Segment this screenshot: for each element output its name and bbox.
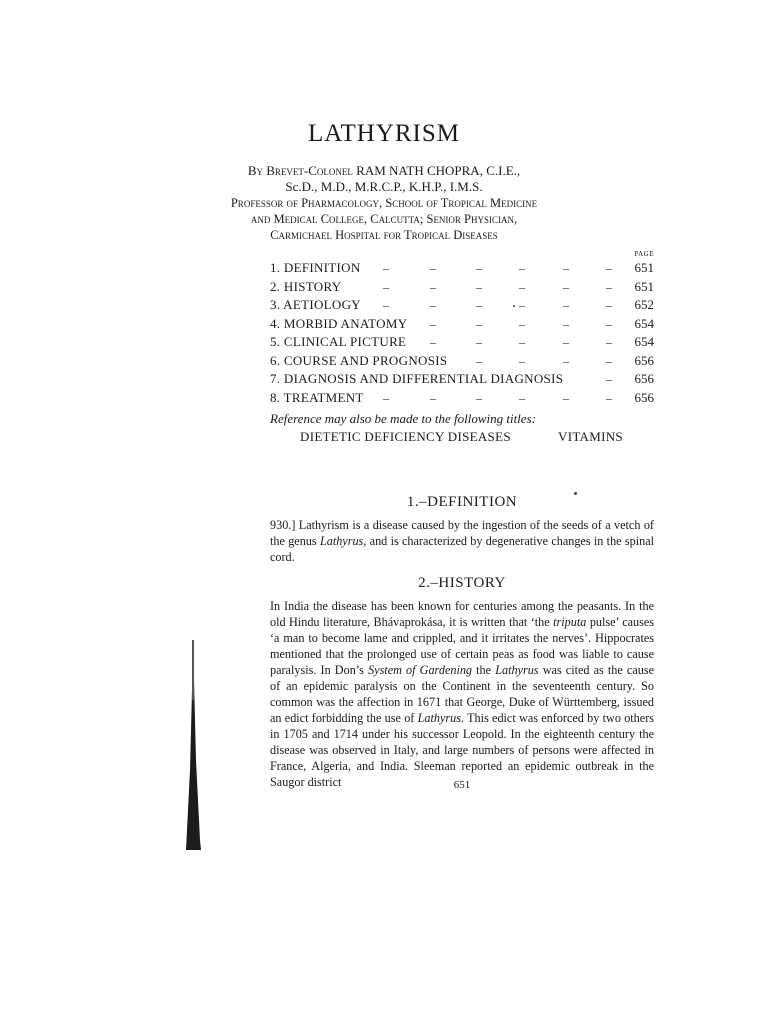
affiliation-line-3: Carmichael Hospital for Tropical Diseases — [270, 228, 498, 242]
scan-speck — [513, 305, 515, 307]
toc-leader-dash: – — [430, 261, 436, 275]
toc-leader-dash: – — [606, 279, 612, 294]
toc-leader-dash: – — [606, 372, 612, 386]
toc-leader-dash: – — [430, 316, 436, 331]
toc-leader-dash: – — [606, 261, 612, 275]
author-degrees: Sc.D., M.D., M.R.C.P., K.H.P., I.M.S. — [285, 179, 483, 194]
reference-title-1: DIETETIC DEFICIENCY DISEASES — [300, 429, 511, 444]
toc-entry — [270, 278, 654, 297]
toc-entry-page: 652 — [634, 297, 654, 312]
author-name: RAM NATH CHOPRA, C.I.E., — [356, 163, 521, 178]
toc-entry — [270, 296, 654, 315]
toc-leader-dash: – — [519, 316, 525, 331]
toc-leader-dash: – — [476, 261, 482, 275]
toc-leader-dash: – — [519, 335, 525, 349]
reference-intro: Reference may also be made to the following titles: — [270, 411, 536, 426]
toc-leader-dash: – — [476, 335, 482, 349]
section-heading-definition: 1.–DEFINITION — [406, 494, 518, 510]
toc-leader-dash: – — [606, 390, 612, 405]
toc-entry-label: 3. AETIOLOGY — [270, 297, 361, 312]
toc-leader-dash: – — [476, 279, 482, 294]
author-affiliation — [0, 195, 768, 243]
toc-leader-dash: – — [563, 279, 569, 294]
toc-leader-dash: – — [519, 390, 525, 405]
toc-leader-dash: – — [606, 298, 612, 312]
toc-leader-dash: – — [430, 390, 436, 405]
affiliation-line-1: Professor of Pharmacology, School of Tropical Medicine — [230, 196, 538, 210]
table-of-contents — [270, 250, 654, 407]
toc-leader-dash: – — [519, 279, 525, 294]
toc-entry-page: 651 — [634, 260, 654, 275]
article-title: LATHYRISM — [307, 120, 461, 147]
toc-entry-label: 8. TREATMENT — [270, 389, 364, 405]
section-text-definition — [270, 517, 654, 565]
toc-leader-dash: – — [563, 335, 569, 349]
toc-leader-dash: – — [476, 316, 482, 331]
toc-entry-page: 656 — [634, 352, 654, 368]
toc-entry-label: 5. CLINICAL PICTURE — [270, 334, 407, 349]
toc-entry — [270, 315, 654, 334]
toc-entry-label: 4. MORBID ANATOMY — [270, 315, 408, 331]
toc-entry-page: 654 — [634, 315, 654, 331]
byline-prefix: By Brevet-Colonel — [247, 163, 353, 178]
toc-leader-dash: – — [430, 298, 436, 312]
section-text-history — [270, 598, 654, 790]
toc-leader-dash: – — [476, 390, 482, 405]
toc-leader-dash: – — [606, 316, 612, 331]
toc-entry — [270, 333, 654, 352]
toc-leader-dash: – — [383, 390, 389, 405]
toc-leader-dash: – — [519, 261, 525, 275]
toc-leader-dash: – — [563, 298, 569, 312]
toc-leader-dash: – — [563, 353, 569, 368]
byline — [0, 163, 768, 195]
toc-entry — [270, 352, 654, 371]
definition-paragraph: 930.] Lathyrism is a disease caused by the ingestion of the seeds of a vetch of the genus Lathyrus, and is characterized by degenerative changes in the spinal cord. — [270, 518, 654, 564]
toc-page-heading: PAGE — [634, 250, 654, 258]
section-heading-history: 2.–HISTORY — [418, 575, 506, 591]
history-paragraph: In India the disease has been known for centuries among the peasants. In the old Hindu literature, Bhávaprokása, it is written that ‘the triputa pulse’ causes ‘a man to become lame and crippled, and it irritates the nerves’. Hippocrates mentioned that the prolonged use of certain peas as food was liable to cause paralysis. In Don’s System of Gardening the Lathyrus was cited as the cause of an epidemic paralysis on the Continent in the seventeenth century. So common was the affection in 1671 that George, Duke of Württemberg, issued an edict forbidding the use of Lathyrus. This edict was enforced by two others in 1705 and 1714 under his successor Leopold. In the eighteenth century the disease was observed in Italy, and large numbers of persons were affected in France, Algeria, and India. Sleeman reported an epidemic outbreak in the Saugor district — [270, 599, 654, 789]
toc-entry-label: 1. DEFINITION — [270, 260, 361, 275]
toc-entry-page: 654 — [634, 334, 654, 349]
toc-entry-label: 2. HISTORY — [270, 278, 342, 294]
toc-leader-dash: – — [519, 298, 525, 312]
toc-leader-dash: – — [563, 261, 569, 275]
scan-binding-shadow — [184, 640, 202, 850]
toc-entry-label: 7. DIAGNOSIS AND DIFFERENTIAL DIAGNOSIS — [270, 371, 564, 386]
toc-leader-dash: – — [383, 279, 389, 294]
reference-title-2: VITAMINS — [558, 429, 623, 444]
toc-leader-dash: – — [476, 353, 482, 368]
toc-leader-dash: – — [430, 335, 436, 349]
page-number: 651 — [453, 779, 471, 791]
toc-entry — [270, 259, 654, 278]
toc-entry-page: 656 — [634, 371, 654, 386]
toc-leader-dash: – — [383, 261, 389, 275]
toc-entry-label: 6. COURSE AND PROGNOSIS — [270, 352, 448, 368]
scan-speck — [574, 492, 577, 495]
toc-leader-dash: – — [476, 298, 482, 312]
toc-leader-dash: – — [383, 298, 389, 312]
toc-leader-dash: – — [430, 279, 436, 294]
toc-entry-page: 656 — [634, 389, 654, 405]
toc-leader-dash: – — [606, 353, 612, 368]
toc-entry-page: 651 — [634, 278, 654, 294]
toc-leader-dash: – — [563, 316, 569, 331]
affiliation-line-2: and Medical College, Calcutta; Senior Physician, — [250, 212, 518, 226]
toc-leader-dash: – — [606, 335, 612, 349]
toc-leader-dash: – — [563, 390, 569, 405]
toc-leader-dash: – — [519, 353, 525, 368]
toc-entry — [270, 370, 654, 389]
toc-entry — [270, 389, 654, 408]
